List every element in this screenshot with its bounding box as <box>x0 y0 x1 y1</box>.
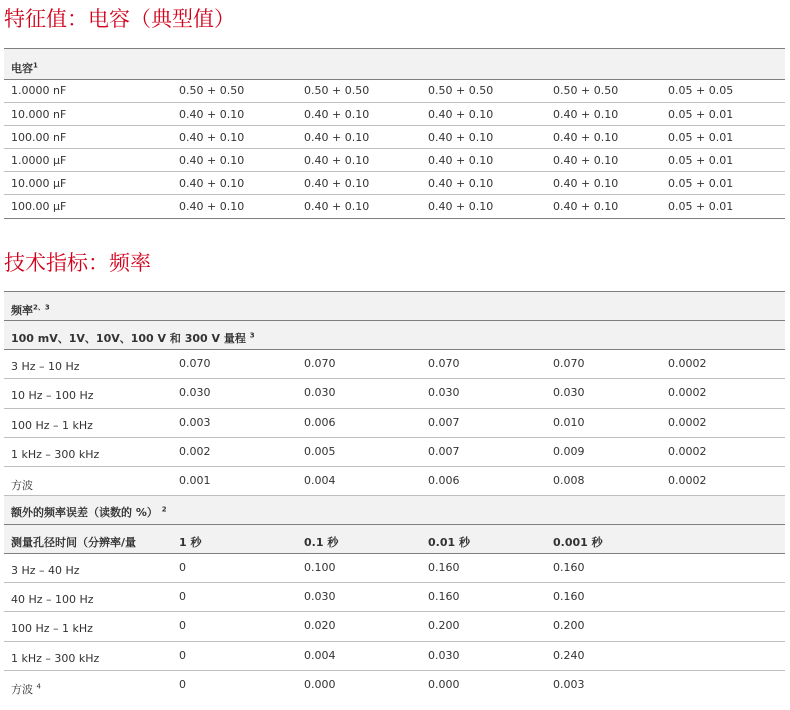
value-cell: 0.070 <box>553 357 585 370</box>
table-row <box>4 80 785 103</box>
aperture-1s-header: 1 秒 <box>179 536 202 549</box>
footnote-marker: 1 <box>33 61 38 70</box>
table-row <box>4 642 785 671</box>
range-header-label <box>11 330 255 346</box>
value-cell: 0.40 + 0.10 <box>428 200 494 213</box>
table-row <box>4 612 785 642</box>
value-cell: 0.070 <box>304 357 336 370</box>
value-cell: 0.40 + 0.10 <box>179 154 245 167</box>
value-cell: 0.002 <box>179 445 211 458</box>
value-cell: 0.000 <box>304 678 336 691</box>
value-cell: 0.160 <box>553 561 585 574</box>
table-row <box>4 195 785 219</box>
table-row <box>4 149 785 172</box>
range-text: 方波 <box>11 683 33 696</box>
range-cell: 40 Hz – 100 Hz <box>11 593 94 606</box>
value-cell: 0.240 <box>553 649 585 662</box>
value-cell: 0.030 <box>428 649 460 662</box>
footnote-marker: 2、3 <box>33 303 50 312</box>
range-cell: 100.00 nF <box>11 131 67 144</box>
frequency-table <box>4 291 785 700</box>
table-row <box>4 126 785 149</box>
value-cell: 0 <box>179 561 186 574</box>
section-title-frequency: 技术指标：频率 <box>4 251 151 275</box>
value-cell: 0.003 <box>179 416 211 429</box>
frequency-header-row <box>4 291 785 321</box>
value-cell: 0.007 <box>428 445 460 458</box>
capacitance-table <box>4 48 785 219</box>
value-cell: 0.004 <box>304 649 336 662</box>
value-cell: 0.50 + 0.50 <box>553 84 619 97</box>
value-cell: 0.030 <box>553 386 585 399</box>
value-cell: 0.100 <box>304 561 336 574</box>
value-cell: 0.020 <box>304 619 336 632</box>
value-cell: 0.40 + 0.10 <box>553 200 619 213</box>
footnote-marker: 4 <box>36 682 41 691</box>
range-cell: 100 Hz – 1 kHz <box>11 622 93 635</box>
table-row <box>4 554 785 583</box>
value-cell: 0.40 + 0.10 <box>304 200 370 213</box>
value-cell: 0 <box>179 649 186 662</box>
value-cell: 0.40 + 0.10 <box>553 177 619 190</box>
value-cell: 0.0002 <box>668 445 707 458</box>
value-cell: 0.40 + 0.10 <box>553 108 619 121</box>
table-row <box>4 583 785 612</box>
value-cell: 0.030 <box>428 386 460 399</box>
range-cell: 方波 <box>11 479 33 492</box>
range-cell: 1.0000 nF <box>11 84 67 97</box>
value-cell: 0.40 + 0.10 <box>428 131 494 144</box>
table-row <box>4 467 785 496</box>
range-cell: 10.000 nF <box>11 108 67 121</box>
value-cell: 0.40 + 0.10 <box>304 131 370 144</box>
extra-error-header-row <box>4 496 785 525</box>
range-cell: 100.00 μF <box>11 200 67 213</box>
header-text: 频率 <box>11 304 33 317</box>
value-cell: 0.05 + 0.01 <box>668 177 734 190</box>
value-cell: 0.008 <box>553 474 585 487</box>
value-cell: 0.40 + 0.10 <box>553 154 619 167</box>
range-cell: 100 Hz – 1 kHz <box>11 419 93 432</box>
value-cell: 0.40 + 0.10 <box>428 154 494 167</box>
value-cell: 0.006 <box>304 416 336 429</box>
value-cell: 0.40 + 0.10 <box>179 200 245 213</box>
value-cell: 0.009 <box>553 445 585 458</box>
value-cell: 0.001 <box>179 474 211 487</box>
table-row <box>4 438 785 467</box>
aperture-header-label: 测量孔径时间（分辨率/量 <box>11 536 137 549</box>
value-cell: 0.007 <box>428 416 460 429</box>
aperture-header-row <box>4 525 785 554</box>
range-cell <box>11 681 41 697</box>
value-cell: 0.005 <box>304 445 336 458</box>
table-row <box>4 350 785 379</box>
value-cell: 0.40 + 0.10 <box>179 108 245 121</box>
table-row <box>4 172 785 195</box>
aperture-0.1s-header: 0.1 秒 <box>304 536 339 549</box>
section-title-capacitance: 特征值：电容（典型值） <box>4 7 235 31</box>
frequency-header-label <box>11 302 50 318</box>
value-cell: 0.0002 <box>668 386 707 399</box>
value-cell: 0.40 + 0.10 <box>428 177 494 190</box>
value-cell: 0.010 <box>553 416 585 429</box>
value-cell: 0.160 <box>553 590 585 603</box>
value-cell: 0.40 + 0.10 <box>304 154 370 167</box>
extra-error-header-label <box>11 504 167 520</box>
value-cell: 0.200 <box>428 619 460 632</box>
value-cell: 0.05 + 0.01 <box>668 108 734 121</box>
value-cell: 0 <box>179 678 186 691</box>
aperture-0.001s-header: 0.001 秒 <box>553 536 603 549</box>
table-row <box>4 409 785 438</box>
value-cell: 0.40 + 0.10 <box>553 131 619 144</box>
header-text: 100 mV、1V、10V、100 V 和 300 V 量程 <box>11 332 246 345</box>
range-cell: 3 Hz – 40 Hz <box>11 564 80 577</box>
value-cell: 0.40 + 0.10 <box>304 177 370 190</box>
value-cell: 0.05 + 0.01 <box>668 200 734 213</box>
table-row <box>4 379 785 409</box>
value-cell: 0.50 + 0.50 <box>304 84 370 97</box>
range-cell: 1 kHz – 300 kHz <box>11 448 100 461</box>
header-text: 电容 <box>11 62 33 75</box>
value-cell: 0.160 <box>428 590 460 603</box>
range-cell: 1.0000 μF <box>11 154 67 167</box>
range-cell: 10.000 μF <box>11 177 67 190</box>
value-cell: 0.000 <box>428 678 460 691</box>
value-cell: 0.030 <box>304 590 336 603</box>
value-cell: 0.0002 <box>668 474 707 487</box>
value-cell: 0.006 <box>428 474 460 487</box>
footnote-marker: 3 <box>249 331 255 340</box>
value-cell: 0.070 <box>428 357 460 370</box>
range-cell: 3 Hz – 10 Hz <box>11 360 80 373</box>
value-cell: 0.05 + 0.01 <box>668 154 734 167</box>
range-cell: 10 Hz – 100 Hz <box>11 389 94 402</box>
value-cell: 0.0002 <box>668 357 707 370</box>
value-cell: 0.070 <box>179 357 211 370</box>
value-cell: 0.50 + 0.50 <box>428 84 494 97</box>
value-cell: 0.004 <box>304 474 336 487</box>
value-cell: 0.160 <box>428 561 460 574</box>
value-cell: 0 <box>179 619 186 632</box>
header-text: 额外的频率误差（读数的 %） <box>11 506 158 519</box>
value-cell: 0.200 <box>553 619 585 632</box>
value-cell: 0.50 + 0.50 <box>179 84 245 97</box>
table-row <box>4 103 785 126</box>
value-cell: 0.40 + 0.10 <box>428 108 494 121</box>
range-header-row <box>4 321 785 350</box>
value-cell: 0.40 + 0.10 <box>179 177 245 190</box>
capacitance-header-row <box>4 48 785 80</box>
value-cell: 0.030 <box>304 386 336 399</box>
value-cell: 0.40 + 0.10 <box>179 131 245 144</box>
range-cell: 1 kHz – 300 kHz <box>11 652 100 665</box>
capacitance-header-label <box>11 60 38 76</box>
aperture-0.01s-header: 0.01 秒 <box>428 536 470 549</box>
value-cell: 0.05 + 0.01 <box>668 131 734 144</box>
value-cell: 0.0002 <box>668 416 707 429</box>
value-cell: 0.030 <box>179 386 211 399</box>
value-cell: 0.05 + 0.05 <box>668 84 734 97</box>
value-cell: 0.40 + 0.10 <box>304 108 370 121</box>
table-row <box>4 671 785 700</box>
value-cell: 0 <box>179 590 186 603</box>
value-cell: 0.003 <box>553 678 585 691</box>
footnote-marker: 2 <box>161 505 167 514</box>
